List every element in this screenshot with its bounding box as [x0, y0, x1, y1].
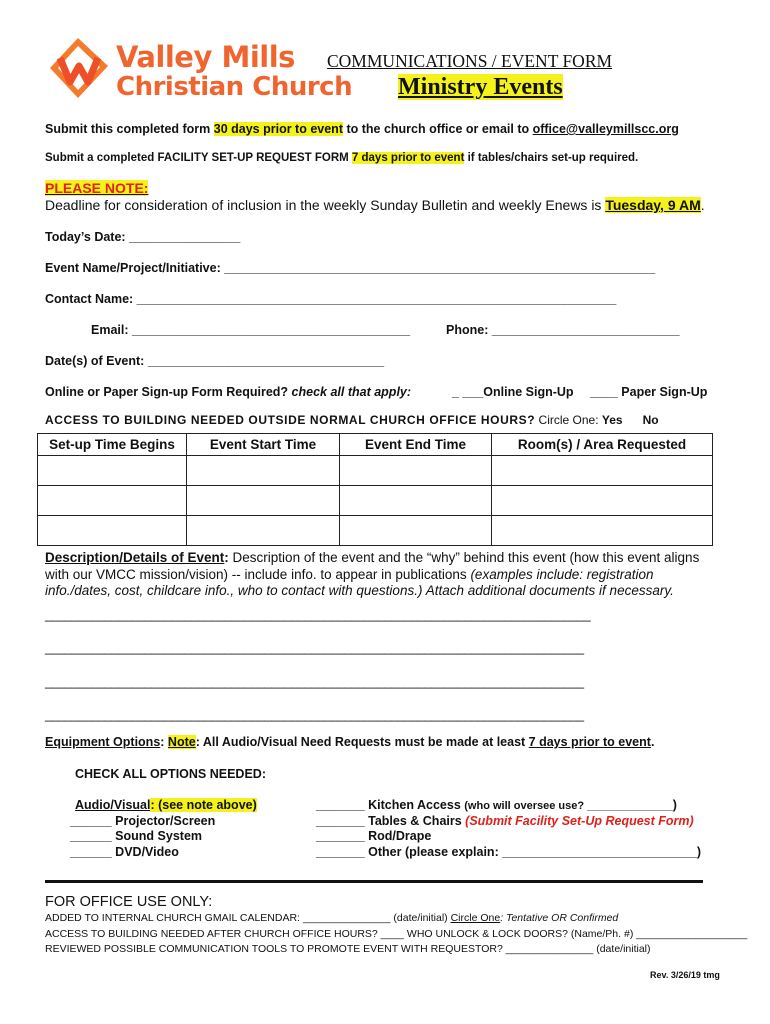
check-all-heading: CHECK ALL OPTIONS NEEDED: [75, 767, 266, 781]
table-row [38, 486, 713, 516]
col-start-time: Event Start Time [187, 434, 340, 456]
phone-field[interactable]: Phone: ___________________________ [446, 323, 680, 337]
description-label: Description/Details of Event [45, 550, 225, 565]
description-colon: : [224, 550, 229, 565]
submit-text-a: Submit this completed form [45, 122, 214, 136]
description-answer-line[interactable]: _________________________________________________________________________________ [45, 641, 584, 655]
description-line-2 [45, 567, 654, 582]
table-cell[interactable] [340, 486, 492, 516]
description-text-2: with our VMCC mission/vision) -- include info. to appear in publications [45, 567, 471, 582]
tables-label: _______ Tables & Chairs [316, 814, 466, 828]
table-cell[interactable] [492, 486, 713, 516]
equipment-note-label: Note [167, 735, 196, 749]
table-cell[interactable] [492, 456, 713, 486]
access-question [45, 413, 659, 427]
deadline-time: Tuesday, 9 AM [605, 197, 701, 213]
please-note-label [45, 180, 148, 196]
schedule-table [37, 433, 713, 546]
col-end-time: Event End Time [340, 434, 492, 456]
option-projector[interactable]: ______ Projector/Screen [70, 814, 216, 828]
section-divider [45, 880, 703, 883]
table-cell[interactable] [187, 486, 340, 516]
access-circle-one: Circle One: [535, 413, 602, 427]
equipment-end: . [650, 735, 655, 749]
calendar-text: ADDED TO INTERNAL CHURCH GMAIL CALENDAR: _______________ (date/initial) [45, 912, 451, 924]
equipment-note-text: : All Audio/Visual Need Requests must be made at least [195, 735, 529, 749]
office-calendar-line [45, 912, 618, 924]
table-cell[interactable] [340, 456, 492, 486]
description-line-1 [45, 550, 699, 565]
option-rod-drape[interactable]: _______ Rod/Drape [316, 829, 432, 843]
access-label: ACCESS TO BUILDING NEEDED OUTSIDE NORMAL CHURCH OFFICE HOURS? [45, 413, 536, 427]
submit-text-b: to the church office or email to [342, 122, 533, 136]
equipment-heading [45, 735, 654, 749]
signup-question [45, 385, 411, 399]
form-title: COMMUNICATIONS / EVENT FORM [327, 51, 613, 71]
table-cell[interactable] [492, 516, 713, 546]
kitchen-hint: (who will oversee use? ______________ [464, 800, 673, 812]
page-subtitle [398, 74, 563, 101]
church-logo [48, 36, 353, 112]
todays-date-field[interactable]: Today’s Date: ________________ [45, 230, 241, 244]
description-answer-line[interactable]: _________________________________________________________________________________ [45, 708, 584, 722]
description-text-1: Description of the event and the “why” behind this event (how this event aligns [228, 550, 700, 565]
table-cell[interactable] [340, 516, 492, 546]
subtitle-text: Ministry Events [398, 74, 563, 100]
description-italic-2: (examples include: registration [470, 567, 654, 582]
option-dvd-video[interactable]: ______ DVD/Video [70, 845, 179, 859]
email-field[interactable]: Email: ________________________________________ [91, 323, 411, 337]
logo-line-1: Valley Mills [116, 40, 295, 74]
office-access-line: ACCESS TO BUILDING NEEDED AFTER CHURCH OFFICE HOURS? ____ WHO UNLOCK & LOCK DOORS? (Name/Ph. #) ___________________ [45, 928, 748, 940]
signup-hint: check all that apply: [291, 385, 412, 399]
kitchen-end: ) [672, 798, 677, 812]
option-kitchen[interactable] [316, 798, 677, 812]
revision-stamp: Rev. 3/26/19 tmg [650, 970, 720, 980]
table-row [38, 516, 713, 546]
audio-visual-heading [75, 798, 257, 812]
table-cell[interactable] [38, 516, 187, 546]
table-cell[interactable] [38, 486, 187, 516]
deadline-note-text: Deadline for consideration of inclusion in the weekly Sunday Bulletin and weekly Enews is [45, 197, 606, 213]
description-italic-3: info./dates, cost, childcare info., who to contact with questions.) Attach additional documents if necessary. [45, 583, 674, 598]
av-label: Audio/Visual [75, 798, 151, 812]
office-communication-line: REVIEWED POSSIBLE COMMUNICATION TOOLS TO PROMOTE EVENT WITH REQUESTOR? _______________ (date/initial) [45, 943, 651, 955]
description-line-3 [45, 583, 674, 598]
facility-instructions [45, 152, 638, 164]
office-use-heading: FOR OFFICE USE ONLY: [45, 894, 213, 910]
access-yes-option[interactable]: Yes [601, 413, 623, 427]
tables-hint: (Submit Facility Set-Up Request Form) [465, 814, 694, 828]
option-other[interactable]: _______ Other (please explain: ____________________________) [316, 845, 702, 859]
av-note: : (see note above) [150, 798, 257, 812]
access-no-option[interactable]: No [642, 413, 659, 427]
please-note-text: PLEASE NOTE: [45, 180, 149, 196]
logo-mark-icon [48, 36, 110, 100]
submit-instructions [45, 122, 679, 136]
event-dates-field[interactable]: Date(s) of Event: __________________________________ [45, 354, 385, 368]
facility-text-a: Submit a completed FACILITY SET-UP REQUEST FORM [45, 152, 352, 164]
online-signup-option[interactable]: _ ___Online Sign-Up [452, 385, 574, 399]
submit-deadline: 30 days prior to event [213, 122, 343, 136]
facility-deadline: 7 days prior to event [351, 152, 465, 164]
event-name-field[interactable]: Event Name/Project/Initiative: ______________________________________________________________ [45, 261, 656, 275]
signup-label: Online or Paper Sign-up Form Required? [45, 385, 292, 399]
calendar-circle-one: Circle One [450, 912, 501, 924]
table-cell[interactable] [187, 516, 340, 546]
table-cell[interactable] [38, 456, 187, 486]
option-tables-chairs[interactable] [316, 814, 694, 828]
deadline-end: . [700, 197, 705, 213]
table-cell[interactable] [187, 456, 340, 486]
paper-signup-option[interactable]: ____ Paper Sign-Up [590, 385, 708, 399]
contact-name-field[interactable]: Contact Name: _____________________________________________________________________ [45, 292, 617, 306]
facility-text-b: if tables/chairs set-up required. [464, 152, 639, 164]
table-header-row [38, 434, 713, 456]
option-sound-system[interactable]: ______ Sound System [70, 829, 203, 843]
office-email-link[interactable]: office@valleymillscc.org [532, 122, 679, 136]
col-room-area: Room(s) / Area Requested [492, 434, 713, 456]
equipment-days: 7 days prior to event [528, 735, 651, 749]
deadline-note [45, 197, 705, 213]
calendar-options: : Tentative OR Confirmed [500, 912, 619, 924]
logo-line-2: Christian Church [116, 72, 353, 102]
description-answer-line[interactable]: _________________________________________________________________________________ [45, 675, 584, 689]
description-answer-line[interactable]: __________________________________________________________________________________ [45, 608, 591, 622]
table-row [38, 456, 713, 486]
equipment-label: Equipment Options [45, 735, 161, 749]
equipment-colon: : [160, 735, 168, 749]
kitchen-label: _______ Kitchen Access [316, 798, 465, 812]
col-setup-time: Set-up Time Begins [38, 434, 187, 456]
